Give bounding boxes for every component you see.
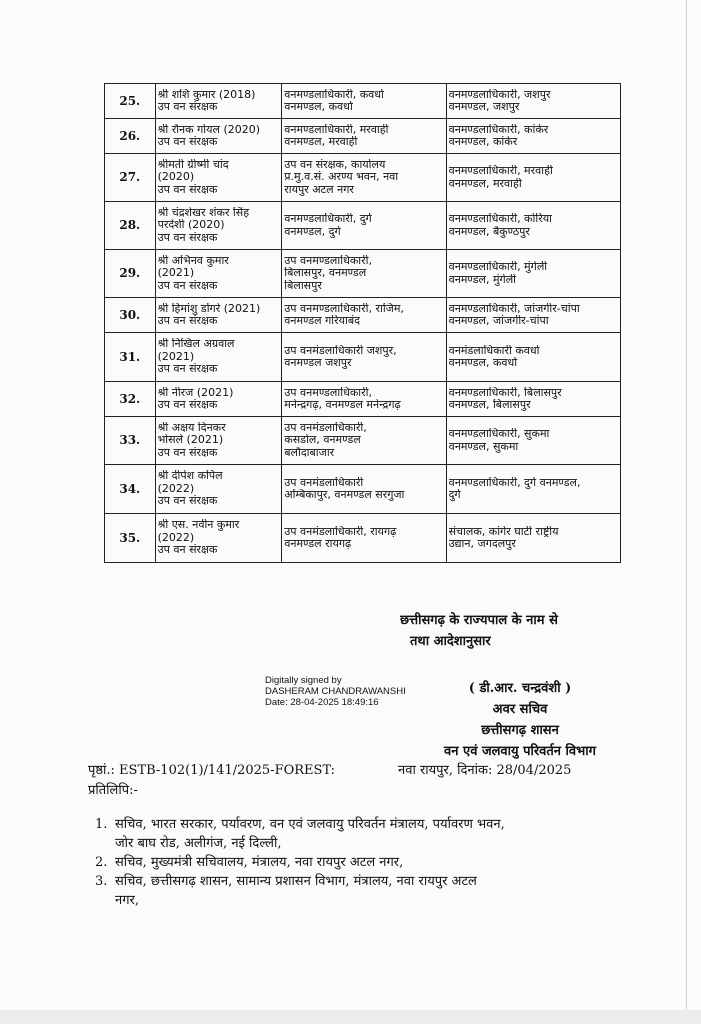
current-posting-cell-line: उप वनमण्डलाधिकारी, — [284, 254, 372, 267]
serial-number-cell: 28. — [105, 202, 156, 250]
governor-authority — [400, 610, 640, 652]
new-posting-cell-line: वनमंडलाधिकारी कवर्धा — [448, 344, 540, 357]
officer-name-cell-line: उप वन संरक्षक — [157, 446, 218, 459]
officer-name-cell-line: श्री एस. नवीन कुमार — [157, 519, 240, 532]
officer-name-cell-line: उप वन संरक्षक — [157, 363, 218, 376]
officer-designation: अवर सचिव — [492, 702, 548, 717]
copy-to-text: जोर बाघ रोड, अलीगंज, नई दिल्ली, — [115, 836, 282, 851]
officer-name-cell-line: श्री चंद्रशेखर शंकर सिंह — [157, 206, 250, 219]
serial-number-cell: 30. — [105, 298, 156, 333]
current-posting-cell — [282, 514, 446, 563]
new-posting-cell-line: वनमण्डलाधिकारी, जशपुर — [448, 88, 551, 101]
officer-name-cell-line: (2022) — [157, 482, 195, 495]
copy-to-label: प्रतिलिपि:- — [88, 783, 138, 798]
officer-name-cell-line: (2020) — [157, 171, 195, 184]
officer-name-cell — [155, 154, 282, 202]
table-row — [105, 119, 621, 154]
officer-name-cell-line: श्री दीपेश कपिल — [157, 470, 223, 483]
officer-name-cell-line: भोसले (2021) — [157, 434, 224, 447]
copy-to-number: 1. — [95, 817, 108, 832]
new-posting-cell-line: उद्यान, जगदलपुर — [448, 538, 516, 550]
page-edge-line — [686, 0, 687, 1024]
current-posting-cell-line: बलौदाबाजार — [284, 446, 335, 459]
current-posting-cell-line: वनमण्डल, कवर्धा — [284, 101, 353, 113]
transfer-table-body — [105, 84, 621, 563]
officer-name-cell-line: उप वन संरक्षक — [157, 183, 218, 196]
copy-to-text: सचिव, भारत सरकार, पर्यावरण, वन एवं जलवायु परिवर्तन मंत्रालय, पर्यावरण भवन, — [115, 817, 505, 832]
current-posting-cell-line: बिलासपुर — [284, 279, 322, 292]
officer-name-cell-line: उप वन संरक्षक — [157, 231, 218, 244]
current-posting-cell-line: वनमण्डल गरियाबंद — [284, 315, 361, 327]
new-posting-cell — [446, 465, 620, 514]
officer-name-cell-line: (2021) — [157, 267, 195, 280]
current-posting-cell — [282, 417, 446, 465]
digital-signature — [265, 675, 406, 708]
copy-to-text: सचिव, छत्तीसगढ़ शासन, सामान्य प्रशासन विभाग, मंत्रालय, नवा रायपुर अटल — [115, 874, 477, 889]
officer-name-cell — [155, 250, 282, 298]
officer-name-cell-line: उप वन संरक्षक — [157, 544, 218, 557]
new-posting-cell-line: वनमण्डल, सुकमा — [448, 440, 519, 453]
new-posting-cell — [446, 154, 620, 202]
officer-name-cell — [155, 84, 282, 119]
current-posting-cell-line: अम्बिकापुर, वनमण्डल सरगुजा — [284, 489, 405, 501]
current-posting-cell — [282, 250, 446, 298]
serial-number-cell: 25. — [105, 84, 156, 119]
officer-name-cell-line: उप वन संरक्षक — [157, 136, 218, 148]
officer-name-cell-line: श्री अभिनव कुमार — [157, 254, 229, 267]
new-posting-cell-line: वनमण्डलाधिकारी, मुंगेली — [448, 261, 548, 273]
current-posting-cell-line: रायपुर अटल नगर — [284, 183, 354, 196]
officer-government: छत्तीसगढ़ शासन — [481, 723, 559, 738]
transfer-table — [104, 83, 621, 563]
table-row — [105, 382, 621, 417]
table-row — [105, 84, 621, 119]
officer-name-cell-line: श्री नीरज (2021) — [157, 386, 234, 399]
new-posting-cell — [446, 333, 620, 382]
current-posting-cell-line: उप वनमंडलाधिकारी जशपुर, — [284, 344, 397, 357]
officer-name-cell-line: (2021) — [157, 350, 195, 363]
new-posting-cell-line: वनमण्डल, जशपुर — [448, 101, 520, 113]
current-posting-cell-line: बिलासपुर, वनमण्डल — [284, 267, 367, 280]
new-posting-cell-line: वनमण्डल, कांकेर — [448, 136, 518, 148]
new-posting-cell — [446, 84, 620, 119]
new-posting-cell — [446, 514, 620, 563]
new-posting-cell-line: वनमण्डलाधिकारी, कांकेर — [448, 123, 549, 136]
serial-number-cell: 35. — [105, 514, 156, 563]
current-posting-cell-line: प्र.मु.व.सं. अरण्य भवन, नवा — [284, 171, 399, 184]
officer-name-cell — [155, 119, 282, 154]
table-row — [105, 514, 621, 563]
officer-department: वन एवं जलवायु परिवर्तन विभाग — [444, 744, 596, 759]
current-posting-cell-line: उप वनमंडलाधिकारी, रायगढ़ — [284, 525, 397, 538]
new-posting-cell-line: वनमण्डलाधिकारी, मरवाही — [448, 165, 553, 177]
page-bottom-shade — [0, 1010, 701, 1024]
officer-name-cell-line: श्रीमती ग्रीष्मी चांद — [157, 158, 229, 171]
officer-name-cell-line: श्री हिमांशु डोंगरे (2021) — [157, 302, 261, 315]
new-posting-cell-line: वनमण्डलाधिकारी, जांजगीर-चांपा — [448, 302, 580, 315]
serial-number-cell: 27. — [105, 154, 156, 202]
copy-to-item — [95, 872, 635, 910]
officer-name-cell — [155, 298, 282, 333]
officer-name-cell — [155, 417, 282, 465]
current-posting-cell — [282, 298, 446, 333]
new-posting-cell — [446, 119, 620, 154]
new-posting-cell — [446, 417, 620, 465]
copy-to-number: 3. — [95, 874, 108, 889]
copy-to-text: सचिव, मुख्यमंत्री सचिवालय, मंत्रालय, नवा रायपुर अटल नगर, — [115, 855, 404, 870]
serial-number-cell: 32. — [105, 382, 156, 417]
officer-name-cell-line: श्री रौनक गोयल (2020) — [157, 123, 261, 136]
officer-name-cell — [155, 382, 282, 417]
current-posting-cell-line: वनमण्डलाधिकारी, मरवाही — [284, 123, 389, 136]
signature-name: DASHERAM CHANDRAWANSHI — [265, 686, 406, 697]
copy-to-text: नगर, — [115, 893, 139, 908]
new-posting-cell — [446, 382, 620, 417]
table-row — [105, 417, 621, 465]
endorsement-place-date: नवा रायपुर, दिनांक: 28/04/2025 — [398, 763, 572, 778]
authority-line-1: छत्तीसगढ़ के राज्यपाल के नाम से — [400, 613, 558, 628]
current-posting-cell — [282, 154, 446, 202]
current-posting-cell — [282, 382, 446, 417]
new-posting-cell-line: संचालक, कांगेर घाटी राष्ट्रीय — [448, 525, 559, 538]
current-posting-cell — [282, 202, 446, 250]
current-posting-cell-line: वनमण्डल, मरवाही — [284, 136, 358, 148]
current-posting-cell-line: उप वनमंडलाधिकारी — [284, 476, 364, 489]
current-posting-cell-line: उप वन संरक्षक, कार्यालय — [284, 158, 386, 171]
serial-number-cell: 31. — [105, 333, 156, 382]
officer-name-cell-line: श्री अक्षय दिनकर — [157, 421, 226, 434]
officer-name-cell-line: उप वन संरक्षक — [157, 399, 218, 411]
table-row — [105, 202, 621, 250]
table-row — [105, 154, 621, 202]
current-posting-cell-line: उप वनमंडलाधिकारी, — [284, 421, 367, 434]
current-posting-cell-line: उप वनमण्डलाधिकारी, — [284, 386, 372, 399]
new-posting-cell-line: दुर्ग — [448, 489, 461, 501]
endorsement-number: पृष्ठां.: ESTB-102(1)/141/2025-FOREST: — [88, 763, 336, 778]
current-posting-cell — [282, 333, 446, 382]
current-posting-cell-line: वनमण्डल रायगढ़ — [284, 538, 352, 550]
new-posting-cell-line: वनमण्डल, मुंगेली — [448, 273, 517, 286]
officer-name-cell-line: (2022) — [157, 531, 195, 544]
current-posting-cell-line: वनमण्डलाधिकारी, दुर्ग — [284, 213, 372, 225]
officer-name-cell-line: उप वन संरक्षक — [157, 495, 218, 508]
table-row — [105, 333, 621, 382]
new-posting-cell-line: वनमण्डल, मरवाही — [448, 177, 522, 190]
copy-to-item — [95, 853, 635, 872]
current-posting-cell — [282, 119, 446, 154]
officer-name-cell-line: उप वन संरक्षक — [157, 315, 218, 327]
copy-to-item — [95, 815, 635, 853]
current-posting-cell-line: मनेन्द्रगढ़, वनमण्डल मनेन्द्रगढ़ — [284, 399, 401, 411]
serial-number-cell: 29. — [105, 250, 156, 298]
table-row — [105, 250, 621, 298]
officer-name: ( डी.आर. चन्द्रवंशी ) — [468, 681, 572, 696]
new-posting-cell-line: वनमण्डल, बिलासपुर — [448, 399, 531, 411]
new-posting-cell-line: वनमण्डल, जांजगीर-चांपा — [448, 315, 549, 327]
current-posting-cell-line: वनमण्डलाधिकारी, कवर्धा — [284, 88, 384, 101]
current-posting-cell — [282, 465, 446, 514]
current-posting-cell-line: कसडोल, वनमण्डल — [284, 434, 361, 447]
serial-number-cell: 26. — [105, 119, 156, 154]
new-posting-cell — [446, 202, 620, 250]
officer-name-cell — [155, 465, 282, 514]
table-row — [105, 465, 621, 514]
current-posting-cell — [282, 84, 446, 119]
officer-name-cell-line: श्री शशि कुमार (2018) — [157, 88, 256, 101]
signing-officer — [400, 678, 640, 762]
officer-name-cell — [155, 333, 282, 382]
new-posting-cell-line: वनमण्डलाधिकारी, बिलासपुर — [448, 386, 562, 399]
new-posting-cell-line: वनमण्डल, बैकुण्ठपुर — [448, 225, 530, 238]
officer-name-cell-line: परदेशी (2020) — [157, 219, 225, 232]
authority-line-2: तथा आदेशानुसार — [410, 634, 491, 649]
signature-date: Date: 28-04-2025 18:49:16 — [265, 697, 379, 708]
table-row — [105, 298, 621, 333]
current-posting-cell-line: वनमण्डल, दुर्ग — [284, 225, 341, 238]
new-posting-cell-line: वनमण्डलाधिकारी, सुकमा — [448, 428, 550, 440]
officer-name-cell-line: श्री निखिल अग्रवाल — [157, 338, 235, 351]
new-posting-cell — [446, 298, 620, 333]
new-posting-cell-line: वनमण्डल, कवर्धा — [448, 357, 518, 369]
officer-name-cell — [155, 514, 282, 563]
new-posting-cell-line: वनमण्डलाधिकारी, दुर्ग वनमण्डल, — [448, 476, 581, 489]
officer-name-cell-line: उप वन संरक्षक — [157, 101, 218, 113]
new-posting-cell — [446, 250, 620, 298]
new-posting-cell-line: वनमण्डलाधिकारी, कोरिया — [448, 213, 552, 225]
officer-name-cell-line: उप वन संरक्षक — [157, 279, 218, 292]
copy-to-number: 2. — [95, 855, 108, 870]
copy-to-list — [95, 815, 635, 910]
current-posting-cell-line: वनमण्डल जशपुर — [284, 357, 352, 369]
officer-name-cell — [155, 202, 282, 250]
signature-label: Digitally signed by — [265, 675, 342, 686]
serial-number-cell: 33. — [105, 417, 156, 465]
current-posting-cell-line: उप वनमण्डलाधिकारी, राजिम, — [284, 302, 404, 315]
serial-number-cell: 34. — [105, 465, 156, 514]
